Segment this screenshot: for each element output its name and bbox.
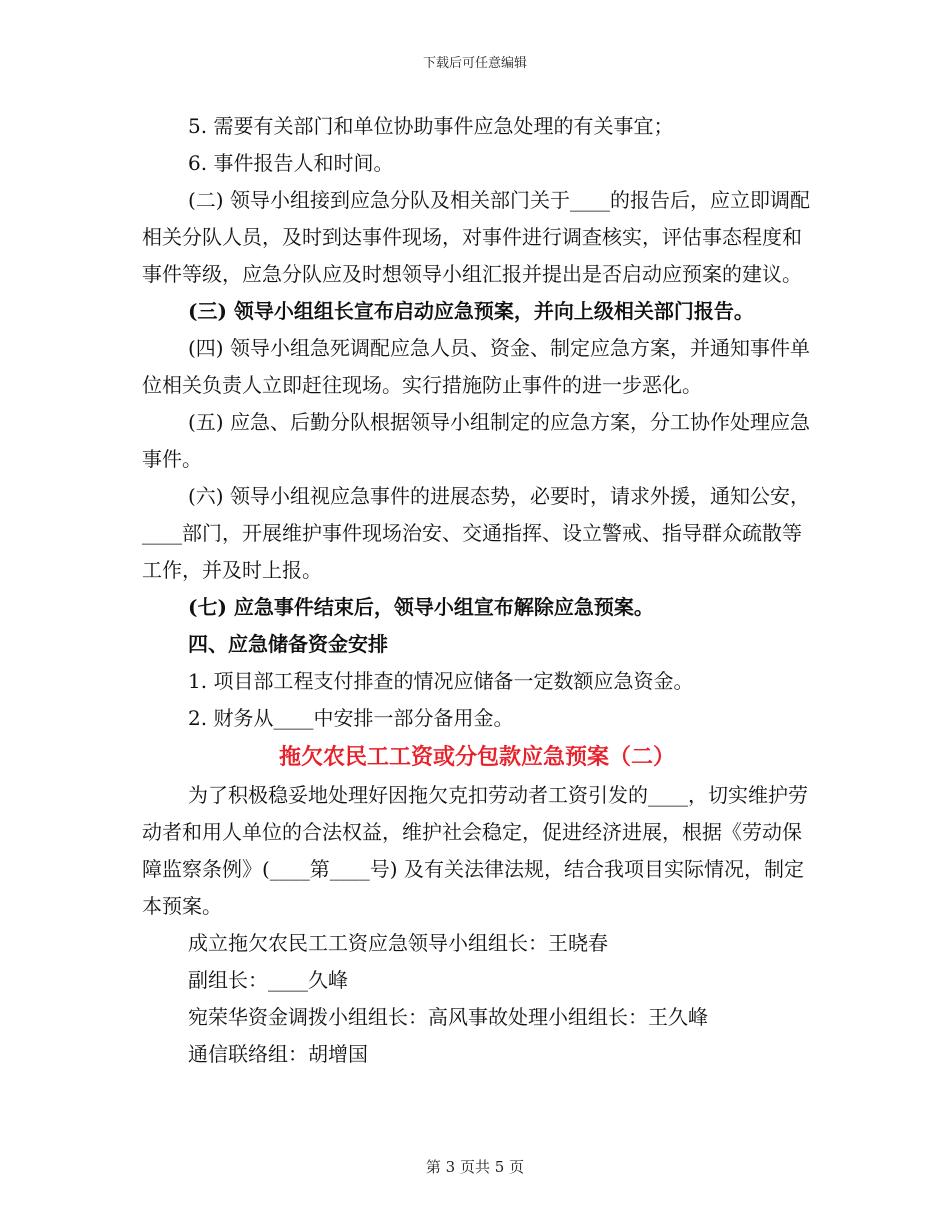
paragraph-item-5: 5. 需要有关部门和单位协助事件应急处理的有关事宜；: [188, 114, 674, 138]
paragraph-funds-2: 2. 财务从____中安排一部分备用金。: [188, 706, 514, 730]
paragraph-step-4: (四) 领导小组急死调配应急人员、资金、制定应急方案，并通知事件单位相关负责人立即赶往现场。实行措施防止事件的进一步恶化。: [142, 336, 810, 397]
paragraph-step-6: (六) 领导小组视应急事件的进展态势，必要时，请求外援，通知公安，____部门，开展维护事件现场治安、交通指挥、设立警戒、指导群众疏散等工作，并及时上报。: [142, 484, 810, 582]
paragraph-funds-1: 1. 项目部工程支付排查的情况应储备一定数额应急资金。: [188, 669, 694, 693]
paragraph-intro: 为了积极稳妥地处理好因拖欠克扣劳动者工资引发的____，切实维护劳动者和用人单位的合法权益，维护社会稳定，促进经济进展，根据《劳动保障监察条例》(____第____号) 及有关法律法规，结合我项目实际情况，制定本预案。: [142, 783, 808, 918]
paragraph-item-6: 6. 事件报告人和时间。: [188, 151, 394, 175]
paragraph-step-7: (七) 应急事件结束后，领导小组宣布解除应急预案。: [188, 595, 654, 619]
page-footer: 第 3 页共 5 页: [425, 1158, 525, 1176]
section-title: 拖欠农民工工资或分包款应急预案（二）: [278, 744, 675, 770]
paragraph-groups: 宛荣华资金调拨小组组长：高风事故处理小组组长：王久峰: [188, 1005, 708, 1029]
document-body: [142, 108, 812, 1073]
paragraph-step-5: (五) 应急、后勤分队根据领导小组制定的应急方案，分工协作处理应急事件。: [142, 410, 810, 471]
paragraph-comms: 通信联络组：胡增国: [188, 1042, 368, 1066]
paragraph-deputy: 副组长：____久峰: [188, 968, 348, 992]
paragraph-leader: 成立拖欠农民工工资应急领导小组组长：王晓春: [188, 931, 608, 955]
section-heading-funds: 四、应急储备资金安排: [188, 632, 388, 656]
paragraph-step-2: (二) 领导小组接到应急分队及相关部门关于____的报告后，应立即调配相关分队人员，及时到达事件现场，对事件进行调查核实，评估事态程度和事件等级，应急分队应及时想领导小组汇报并提出是否启动应预案的建议。: [142, 188, 810, 286]
page-header: 下载后可任意编辑: [422, 56, 527, 71]
paragraph-step-3: (三) 领导小组组长宣布启动应急预案，并向上级相关部门报告。: [188, 299, 754, 323]
